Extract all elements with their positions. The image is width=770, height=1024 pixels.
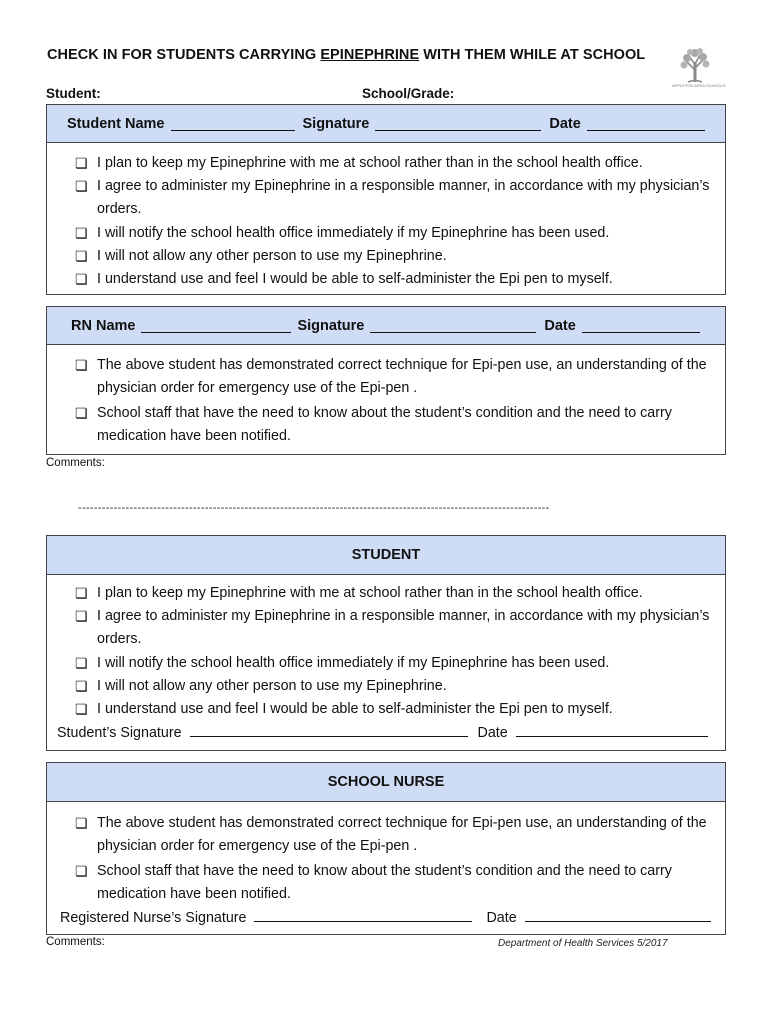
school-nurse-checklist xyxy=(47,802,725,930)
checkbox-icon[interactable]: ❏ xyxy=(75,655,88,671)
nurse-date-field[interactable] xyxy=(525,908,711,922)
rn-name-field[interactable] xyxy=(141,319,291,333)
checkbox-icon[interactable]: ❏ xyxy=(75,357,88,373)
student-signature-field[interactable] xyxy=(375,117,541,131)
comments-label: Comments: xyxy=(46,457,105,469)
nurse-signature-label: Registered Nurse’s Signature xyxy=(60,910,247,926)
student-section-checklist xyxy=(47,575,725,745)
checkbox-icon[interactable]: ❏ xyxy=(75,155,88,171)
checkbox-icon[interactable]: ❏ xyxy=(75,701,88,717)
student-name-label: Student Name xyxy=(67,115,165,132)
checkbox-icon[interactable]: ❏ xyxy=(75,585,88,601)
school-nurse-section-box xyxy=(46,762,726,935)
checkbox-icon[interactable]: ❏ xyxy=(75,678,88,694)
title-text-underlined: EPINEPHRINE xyxy=(320,47,420,63)
student-section-signature-field[interactable] xyxy=(190,723,468,737)
title-text-start: CHECK IN FOR STUDENTS CARRYING xyxy=(47,47,321,63)
checklist-item: ❏ I plan to keep my Epinephrine with me at school rather than in the school health office. xyxy=(47,582,725,605)
page-title xyxy=(47,47,645,63)
comments-label: Comments: xyxy=(46,936,105,948)
school-nurse-section-heading: SCHOOL NURSE xyxy=(47,763,725,802)
checkbox-icon[interactable]: ❏ xyxy=(75,405,88,421)
nurse-signature-field[interactable] xyxy=(254,908,472,922)
checkbox-icon[interactable]: ❏ xyxy=(75,815,88,831)
student-signature-row xyxy=(47,105,725,143)
student-acknowledgment-box xyxy=(46,104,726,295)
checklist-item: ❏ I agree to administer my Epinephrine in a responsible manner, in accordance with my physician’s orders. xyxy=(47,605,725,651)
logo-caption: APPLETON AREA SCHOOLS xyxy=(672,83,726,88)
checklist-item: ❏ I agree to administer my Epinephrine in a responsible manner, in accordance with my physician’s orders. xyxy=(47,175,725,221)
date-label: Date xyxy=(477,725,508,741)
checklist-item: ❏ The above student has demonstrated correct technique for Epi-pen use, an understanding of the physician order for emergency use of the Epi-pen . xyxy=(47,354,711,400)
student-signature-line xyxy=(47,722,725,745)
checklist-item: ❏ I will notify the school health office immediately if my Epinephrine has been used. xyxy=(47,222,725,245)
student-signature-label: Student’s Signature xyxy=(57,725,182,741)
checklist-item: ❏ I understand use and feel I would be able to self-administer the Epi pen to myself. xyxy=(47,268,725,291)
rn-date-field[interactable] xyxy=(582,319,700,333)
school-grade-label: School/Grade: xyxy=(362,86,455,101)
checkbox-icon[interactable]: ❏ xyxy=(75,248,88,264)
checklist-item: ❏ School staff that have the need to know about the student’s condition and the need to carry medication have been notified. xyxy=(47,402,711,448)
checkbox-icon[interactable]: ❏ xyxy=(75,863,88,879)
checklist-item: ❏ The above student has demonstrated correct technique for Epi-pen use, an understanding of the physician order for emergency use of the Epi-pen . xyxy=(47,812,711,858)
date-label: Date xyxy=(544,317,576,334)
title-text-end: WITH THEM WHILE AT SCHOOL xyxy=(419,47,646,63)
tree-icon xyxy=(676,48,714,84)
signature-label: Signature xyxy=(297,317,365,334)
rn-name-label: RN Name xyxy=(71,317,136,334)
signature-label: Signature xyxy=(302,115,370,132)
rn-signature-row xyxy=(47,307,725,345)
checklist-item: ❏ I understand use and feel I would be able to self-administer the Epi pen to myself. xyxy=(47,698,725,721)
student-date-field[interactable] xyxy=(587,117,705,131)
checklist-item: ❏ School staff that have the need to know about the student’s condition and the need to carry medication have been notified. xyxy=(47,860,711,906)
student-section-heading: STUDENT xyxy=(47,536,725,575)
checkbox-icon[interactable]: ❏ xyxy=(75,178,88,194)
student-name-field[interactable] xyxy=(171,117,295,131)
date-label: Date xyxy=(486,910,517,926)
rn-checklist xyxy=(47,345,725,448)
student-section-date-field[interactable] xyxy=(516,723,708,737)
rn-signature-field[interactable] xyxy=(370,319,536,333)
checklist-item: ❏ I plan to keep my Epinephrine with me at school rather than in the school health office. xyxy=(47,152,725,175)
checkbox-icon[interactable]: ❏ xyxy=(75,608,88,624)
checklist-item: ❏ I will notify the school health office immediately if my Epinephrine has been used. xyxy=(47,652,725,675)
date-label: Date xyxy=(549,115,581,132)
school-logo xyxy=(672,48,726,90)
student-label: Student: xyxy=(46,86,101,101)
cut-line-divider: ----------------------------------------------------------------------------------------------------------------------- xyxy=(78,502,550,514)
checkbox-icon[interactable]: ❏ xyxy=(75,271,88,287)
student-section-box xyxy=(46,535,726,751)
checklist-item: ❏ I will not allow any other person to use my Epinephrine. xyxy=(47,675,725,698)
checkbox-icon[interactable]: ❏ xyxy=(75,225,88,241)
checklist-item: ❏ I will not allow any other person to use my Epinephrine. xyxy=(47,245,725,268)
footer-note: Department of Health Services 5/2017 xyxy=(498,938,668,949)
student-checklist xyxy=(47,143,725,291)
nurse-signature-line xyxy=(47,907,711,930)
rn-acknowledgment-box xyxy=(46,306,726,455)
